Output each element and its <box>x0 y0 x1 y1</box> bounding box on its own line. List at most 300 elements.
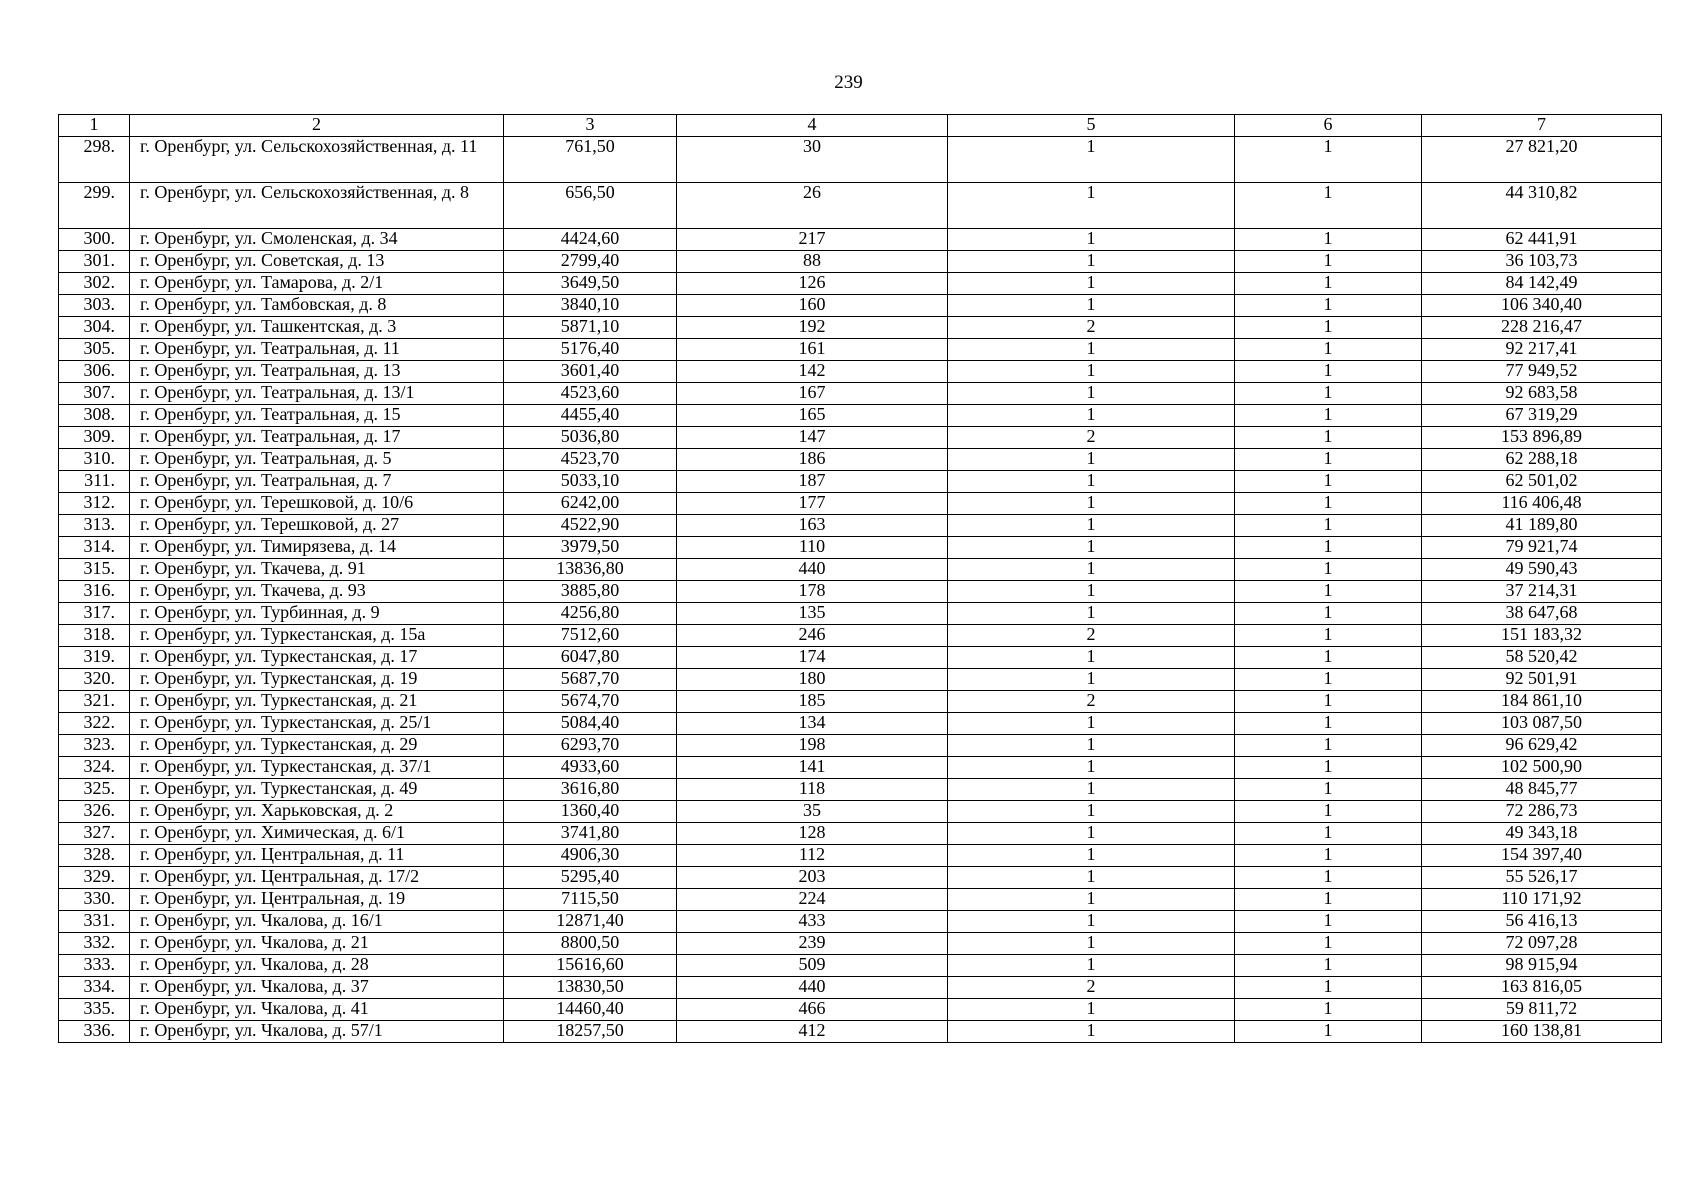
address-cell: г. Оренбург, ул. Чкалова, д. 57/1 <box>130 1021 504 1043</box>
row-number-cell: 336. <box>59 1021 130 1043</box>
count-cell: 112 <box>677 845 948 867</box>
area-cell: 12871,40 <box>504 911 677 933</box>
area-cell: 4523,60 <box>504 383 677 405</box>
area-cell: 3649,50 <box>504 273 677 295</box>
area-cell: 8800,50 <box>504 933 677 955</box>
count-cell: 440 <box>677 977 948 999</box>
table-row <box>59 405 1662 427</box>
col5-cell: 1 <box>948 581 1235 603</box>
col5-cell: 1 <box>948 383 1235 405</box>
amount-cell: 62 288,18 <box>1422 449 1662 471</box>
row-number-cell: 300. <box>59 229 130 251</box>
count-cell: 509 <box>677 955 948 977</box>
amount-cell: 84 142,49 <box>1422 273 1662 295</box>
table-row <box>59 669 1662 691</box>
address-cell: г. Оренбург, ул. Театральная, д. 13 <box>130 361 504 383</box>
col5-cell: 1 <box>948 999 1235 1021</box>
col6-cell: 1 <box>1235 273 1422 295</box>
table-row <box>59 339 1662 361</box>
column-header: 1 <box>59 115 130 137</box>
col6-cell: 1 <box>1235 493 1422 515</box>
column-header: 6 <box>1235 115 1422 137</box>
amount-cell: 37 214,31 <box>1422 581 1662 603</box>
address-cell: г. Оренбург, ул. Химическая, д. 6/1 <box>130 823 504 845</box>
row-number-cell: 330. <box>59 889 130 911</box>
amount-cell: 116 406,48 <box>1422 493 1662 515</box>
amount-cell: 184 861,10 <box>1422 691 1662 713</box>
table-row <box>59 183 1662 229</box>
col6-cell: 1 <box>1235 911 1422 933</box>
col6-cell: 1 <box>1235 295 1422 317</box>
table-row <box>59 955 1662 977</box>
amount-cell: 98 915,94 <box>1422 955 1662 977</box>
amount-cell: 72 097,28 <box>1422 933 1662 955</box>
col5-cell: 2 <box>948 977 1235 999</box>
col6-cell: 1 <box>1235 757 1422 779</box>
area-cell: 4424,60 <box>504 229 677 251</box>
table-row <box>59 515 1662 537</box>
amount-cell: 96 629,42 <box>1422 735 1662 757</box>
area-cell: 4523,70 <box>504 449 677 471</box>
count-cell: 165 <box>677 405 948 427</box>
row-number-cell: 324. <box>59 757 130 779</box>
col6-cell: 1 <box>1235 625 1422 647</box>
address-cell: г. Оренбург, ул. Туркестанская, д. 37/1 <box>130 757 504 779</box>
col6-cell: 1 <box>1235 339 1422 361</box>
area-cell: 656,50 <box>504 183 677 229</box>
area-cell: 13836,80 <box>504 559 677 581</box>
table-row <box>59 977 1662 999</box>
col5-cell: 1 <box>948 493 1235 515</box>
table-row <box>59 603 1662 625</box>
col5-cell: 1 <box>948 339 1235 361</box>
row-number-cell: 317. <box>59 603 130 625</box>
col6-cell: 1 <box>1235 823 1422 845</box>
table-row <box>59 801 1662 823</box>
col5-cell: 1 <box>948 757 1235 779</box>
table-row <box>59 999 1662 1021</box>
row-number-cell: 333. <box>59 955 130 977</box>
col6-cell: 1 <box>1235 691 1422 713</box>
address-cell: г. Оренбург, ул. Туркестанская, д. 15а <box>130 625 504 647</box>
count-cell: 412 <box>677 1021 948 1043</box>
col5-cell: 1 <box>948 183 1235 229</box>
count-cell: 110 <box>677 537 948 559</box>
count-cell: 187 <box>677 471 948 493</box>
amount-cell: 67 319,29 <box>1422 405 1662 427</box>
amount-cell: 228 216,47 <box>1422 317 1662 339</box>
address-cell: г. Оренбург, ул. Центральная, д. 11 <box>130 845 504 867</box>
address-cell: г. Оренбург, ул. Смоленская, д. 34 <box>130 229 504 251</box>
count-cell: 167 <box>677 383 948 405</box>
amount-cell: 62 501,02 <box>1422 471 1662 493</box>
col5-cell: 1 <box>948 449 1235 471</box>
row-number-cell: 325. <box>59 779 130 801</box>
col6-cell: 1 <box>1235 559 1422 581</box>
col6-cell: 1 <box>1235 581 1422 603</box>
page-number: 239 <box>834 72 863 93</box>
amount-cell: 92 501,91 <box>1422 669 1662 691</box>
amount-cell: 48 845,77 <box>1422 779 1662 801</box>
area-cell: 6242,00 <box>504 493 677 515</box>
area-cell: 5295,40 <box>504 867 677 889</box>
count-cell: 185 <box>677 691 948 713</box>
col6-cell: 1 <box>1235 977 1422 999</box>
address-cell: г. Оренбург, ул. Турбинная, д. 9 <box>130 603 504 625</box>
amount-cell: 153 896,89 <box>1422 427 1662 449</box>
row-number-cell: 309. <box>59 427 130 449</box>
address-cell: г. Оренбург, ул. Чкалова, д. 16/1 <box>130 911 504 933</box>
table-row <box>59 779 1662 801</box>
count-cell: 134 <box>677 713 948 735</box>
amount-cell: 151 183,32 <box>1422 625 1662 647</box>
amount-cell: 58 520,42 <box>1422 647 1662 669</box>
col5-cell: 1 <box>948 845 1235 867</box>
count-cell: 160 <box>677 295 948 317</box>
table-row <box>59 911 1662 933</box>
table-row <box>59 581 1662 603</box>
col6-cell: 1 <box>1235 229 1422 251</box>
area-cell: 5674,70 <box>504 691 677 713</box>
col5-cell: 1 <box>948 911 1235 933</box>
table-row <box>59 137 1662 183</box>
count-cell: 178 <box>677 581 948 603</box>
col5-cell: 1 <box>948 801 1235 823</box>
table-row <box>59 471 1662 493</box>
col6-cell: 1 <box>1235 361 1422 383</box>
address-cell: г. Оренбург, ул. Туркестанская, д. 25/1 <box>130 713 504 735</box>
col5-cell: 1 <box>948 559 1235 581</box>
count-cell: 35 <box>677 801 948 823</box>
area-cell: 4522,90 <box>504 515 677 537</box>
area-cell: 5871,10 <box>504 317 677 339</box>
count-cell: 180 <box>677 669 948 691</box>
col5-cell: 1 <box>948 515 1235 537</box>
address-cell: г. Оренбург, ул. Сельскохозяйственная, д. 11 <box>130 137 504 183</box>
amount-cell: 49 343,18 <box>1422 823 1662 845</box>
count-cell: 246 <box>677 625 948 647</box>
area-cell: 5033,10 <box>504 471 677 493</box>
row-number-cell: 301. <box>59 251 130 273</box>
amount-cell: 154 397,40 <box>1422 845 1662 867</box>
count-cell: 224 <box>677 889 948 911</box>
table-row <box>59 229 1662 251</box>
col6-cell: 1 <box>1235 999 1422 1021</box>
address-cell: г. Оренбург, ул. Театральная, д. 11 <box>130 339 504 361</box>
row-number-cell: 298. <box>59 137 130 183</box>
address-cell: г. Оренбург, ул. Центральная, д. 19 <box>130 889 504 911</box>
table-row <box>59 713 1662 735</box>
address-cell: г. Оренбург, ул. Театральная, д. 15 <box>130 405 504 427</box>
count-cell: 198 <box>677 735 948 757</box>
row-number-cell: 302. <box>59 273 130 295</box>
amount-cell: 102 500,90 <box>1422 757 1662 779</box>
row-number-cell: 307. <box>59 383 130 405</box>
address-cell: г. Оренбург, ул. Театральная, д. 13/1 <box>130 383 504 405</box>
header-row <box>59 115 1662 137</box>
table-row <box>59 537 1662 559</box>
col6-cell: 1 <box>1235 449 1422 471</box>
area-cell: 15616,60 <box>504 955 677 977</box>
count-cell: 466 <box>677 999 948 1021</box>
count-cell: 88 <box>677 251 948 273</box>
row-number-cell: 334. <box>59 977 130 999</box>
area-cell: 4933,60 <box>504 757 677 779</box>
table-row <box>59 647 1662 669</box>
amount-cell: 79 921,74 <box>1422 537 1662 559</box>
col6-cell: 1 <box>1235 845 1422 867</box>
count-cell: 147 <box>677 427 948 449</box>
col5-cell: 1 <box>948 867 1235 889</box>
amount-cell: 92 217,41 <box>1422 339 1662 361</box>
area-cell: 4256,80 <box>504 603 677 625</box>
area-cell: 18257,50 <box>504 1021 677 1043</box>
col5-cell: 1 <box>948 273 1235 295</box>
column-header: 4 <box>677 115 948 137</box>
row-number-cell: 331. <box>59 911 130 933</box>
col5-cell: 1 <box>948 137 1235 183</box>
col5-cell: 1 <box>948 933 1235 955</box>
address-cell: г. Оренбург, ул. Театральная, д. 17 <box>130 427 504 449</box>
col5-cell: 1 <box>948 955 1235 977</box>
area-cell: 1360,40 <box>504 801 677 823</box>
amount-cell: 92 683,58 <box>1422 383 1662 405</box>
col6-cell: 1 <box>1235 801 1422 823</box>
col6-cell: 1 <box>1235 889 1422 911</box>
address-cell: г. Оренбург, ул. Тамбовская, д. 8 <box>130 295 504 317</box>
count-cell: 26 <box>677 183 948 229</box>
table-row <box>59 933 1662 955</box>
row-number-cell: 308. <box>59 405 130 427</box>
col6-cell: 1 <box>1235 669 1422 691</box>
col5-cell: 2 <box>948 691 1235 713</box>
area-cell: 5176,40 <box>504 339 677 361</box>
table-row <box>59 823 1662 845</box>
area-cell: 6293,70 <box>504 735 677 757</box>
col5-cell: 1 <box>948 405 1235 427</box>
col6-cell: 1 <box>1235 779 1422 801</box>
count-cell: 118 <box>677 779 948 801</box>
address-cell: г. Оренбург, ул. Туркестанская, д. 17 <box>130 647 504 669</box>
count-cell: 440 <box>677 559 948 581</box>
col6-cell: 1 <box>1235 251 1422 273</box>
area-cell: 4906,30 <box>504 845 677 867</box>
amount-cell: 72 286,73 <box>1422 801 1662 823</box>
col6-cell: 1 <box>1235 383 1422 405</box>
amount-cell: 163 816,05 <box>1422 977 1662 999</box>
row-number-cell: 312. <box>59 493 130 515</box>
count-cell: 174 <box>677 647 948 669</box>
table-row <box>59 493 1662 515</box>
table-row <box>59 867 1662 889</box>
area-cell: 13830,50 <box>504 977 677 999</box>
address-cell: г. Оренбург, ул. Ткачева, д. 93 <box>130 581 504 603</box>
address-cell: г. Оренбург, ул. Туркестанская, д. 19 <box>130 669 504 691</box>
count-cell: 126 <box>677 273 948 295</box>
col5-cell: 1 <box>948 295 1235 317</box>
col6-cell: 1 <box>1235 867 1422 889</box>
col5-cell: 1 <box>948 889 1235 911</box>
count-cell: 142 <box>677 361 948 383</box>
table-row <box>59 845 1662 867</box>
col6-cell: 1 <box>1235 317 1422 339</box>
area-cell: 7115,50 <box>504 889 677 911</box>
col5-cell: 2 <box>948 427 1235 449</box>
col5-cell: 1 <box>948 471 1235 493</box>
col5-cell: 2 <box>948 625 1235 647</box>
col6-cell: 1 <box>1235 735 1422 757</box>
col6-cell: 1 <box>1235 713 1422 735</box>
amount-cell: 38 647,68 <box>1422 603 1662 625</box>
row-number-cell: 321. <box>59 691 130 713</box>
count-cell: 186 <box>677 449 948 471</box>
area-cell: 5687,70 <box>504 669 677 691</box>
amount-cell: 41 189,80 <box>1422 515 1662 537</box>
row-number-cell: 329. <box>59 867 130 889</box>
row-number-cell: 320. <box>59 669 130 691</box>
area-cell: 3616,80 <box>504 779 677 801</box>
amount-cell: 59 811,72 <box>1422 999 1662 1021</box>
table-row <box>59 691 1662 713</box>
amount-cell: 77 949,52 <box>1422 361 1662 383</box>
row-number-cell: 299. <box>59 183 130 229</box>
col6-cell: 1 <box>1235 933 1422 955</box>
area-cell: 6047,80 <box>504 647 677 669</box>
row-number-cell: 310. <box>59 449 130 471</box>
col6-cell: 1 <box>1235 537 1422 559</box>
row-number-cell: 304. <box>59 317 130 339</box>
area-cell: 5084,40 <box>504 713 677 735</box>
area-cell: 3601,40 <box>504 361 677 383</box>
column-header: 2 <box>130 115 504 137</box>
count-cell: 141 <box>677 757 948 779</box>
amount-cell: 103 087,50 <box>1422 713 1662 735</box>
row-number-cell: 313. <box>59 515 130 537</box>
address-cell: г. Оренбург, ул. Театральная, д. 7 <box>130 471 504 493</box>
count-cell: 192 <box>677 317 948 339</box>
col5-cell: 1 <box>948 361 1235 383</box>
address-cell: г. Оренбург, ул. Терешковой, д. 10/6 <box>130 493 504 515</box>
col6-cell: 1 <box>1235 515 1422 537</box>
row-number-cell: 323. <box>59 735 130 757</box>
col6-cell: 1 <box>1235 183 1422 229</box>
row-number-cell: 311. <box>59 471 130 493</box>
row-number-cell: 326. <box>59 801 130 823</box>
row-number-cell: 318. <box>59 625 130 647</box>
col5-cell: 1 <box>948 823 1235 845</box>
col6-cell: 1 <box>1235 647 1422 669</box>
count-cell: 135 <box>677 603 948 625</box>
col5-cell: 2 <box>948 317 1235 339</box>
col6-cell: 1 <box>1235 137 1422 183</box>
area-cell: 3840,10 <box>504 295 677 317</box>
row-number-cell: 305. <box>59 339 130 361</box>
col6-cell: 1 <box>1235 603 1422 625</box>
table-row <box>59 449 1662 471</box>
count-cell: 433 <box>677 911 948 933</box>
address-cell: г. Оренбург, ул. Советская, д. 13 <box>130 251 504 273</box>
area-cell: 3979,50 <box>504 537 677 559</box>
area-cell: 761,50 <box>504 137 677 183</box>
address-cell: г. Оренбург, ул. Туркестанская, д. 21 <box>130 691 504 713</box>
table-row <box>59 889 1662 911</box>
count-cell: 161 <box>677 339 948 361</box>
table-row <box>59 427 1662 449</box>
table-row <box>59 317 1662 339</box>
table-row <box>59 559 1662 581</box>
table-body <box>59 115 1662 1043</box>
amount-cell: 36 103,73 <box>1422 251 1662 273</box>
col6-cell: 1 <box>1235 405 1422 427</box>
amount-cell: 55 526,17 <box>1422 867 1662 889</box>
col6-cell: 1 <box>1235 471 1422 493</box>
col5-cell: 1 <box>948 251 1235 273</box>
address-cell: г. Оренбург, ул. Ташкентская, д. 3 <box>130 317 504 339</box>
count-cell: 128 <box>677 823 948 845</box>
row-number-cell: 332. <box>59 933 130 955</box>
col5-cell: 1 <box>948 735 1235 757</box>
amount-cell: 44 310,82 <box>1422 183 1662 229</box>
amount-cell: 160 138,81 <box>1422 1021 1662 1043</box>
area-cell: 2799,40 <box>504 251 677 273</box>
column-header: 3 <box>504 115 677 137</box>
address-cell: г. Оренбург, ул. Тамарова, д. 2/1 <box>130 273 504 295</box>
count-cell: 239 <box>677 933 948 955</box>
address-cell: г. Оренбург, ул. Ткачева, д. 91 <box>130 559 504 581</box>
row-number-cell: 335. <box>59 999 130 1021</box>
amount-cell: 56 416,13 <box>1422 911 1662 933</box>
row-number-cell: 303. <box>59 295 130 317</box>
col5-cell: 1 <box>948 713 1235 735</box>
data-table <box>58 114 1662 1043</box>
col5-cell: 1 <box>948 603 1235 625</box>
address-cell: г. Оренбург, ул. Туркестанская, д. 29 <box>130 735 504 757</box>
table-row <box>59 295 1662 317</box>
count-cell: 217 <box>677 229 948 251</box>
count-cell: 203 <box>677 867 948 889</box>
address-cell: г. Оренбург, ул. Тимирязева, д. 14 <box>130 537 504 559</box>
table-row <box>59 625 1662 647</box>
row-number-cell: 327. <box>59 823 130 845</box>
address-cell: г. Оренбург, ул. Чкалова, д. 28 <box>130 955 504 977</box>
col5-cell: 1 <box>948 669 1235 691</box>
col6-cell: 1 <box>1235 1021 1422 1043</box>
table-row <box>59 251 1662 273</box>
count-cell: 30 <box>677 137 948 183</box>
table-row <box>59 735 1662 757</box>
col5-cell: 1 <box>948 647 1235 669</box>
row-number-cell: 322. <box>59 713 130 735</box>
address-cell: г. Оренбург, ул. Театральная, д. 5 <box>130 449 504 471</box>
area-cell: 5036,80 <box>504 427 677 449</box>
amount-cell: 49 590,43 <box>1422 559 1662 581</box>
column-header: 5 <box>948 115 1235 137</box>
area-cell: 14460,40 <box>504 999 677 1021</box>
row-number-cell: 316. <box>59 581 130 603</box>
table-row <box>59 361 1662 383</box>
area-cell: 7512,60 <box>504 625 677 647</box>
row-number-cell: 315. <box>59 559 130 581</box>
col5-cell: 1 <box>948 229 1235 251</box>
address-cell: г. Оренбург, ул. Чкалова, д. 37 <box>130 977 504 999</box>
count-cell: 177 <box>677 493 948 515</box>
table-row <box>59 1021 1662 1043</box>
col6-cell: 1 <box>1235 955 1422 977</box>
area-cell: 3741,80 <box>504 823 677 845</box>
address-cell: г. Оренбург, ул. Туркестанская, д. 49 <box>130 779 504 801</box>
row-number-cell: 319. <box>59 647 130 669</box>
col5-cell: 1 <box>948 779 1235 801</box>
